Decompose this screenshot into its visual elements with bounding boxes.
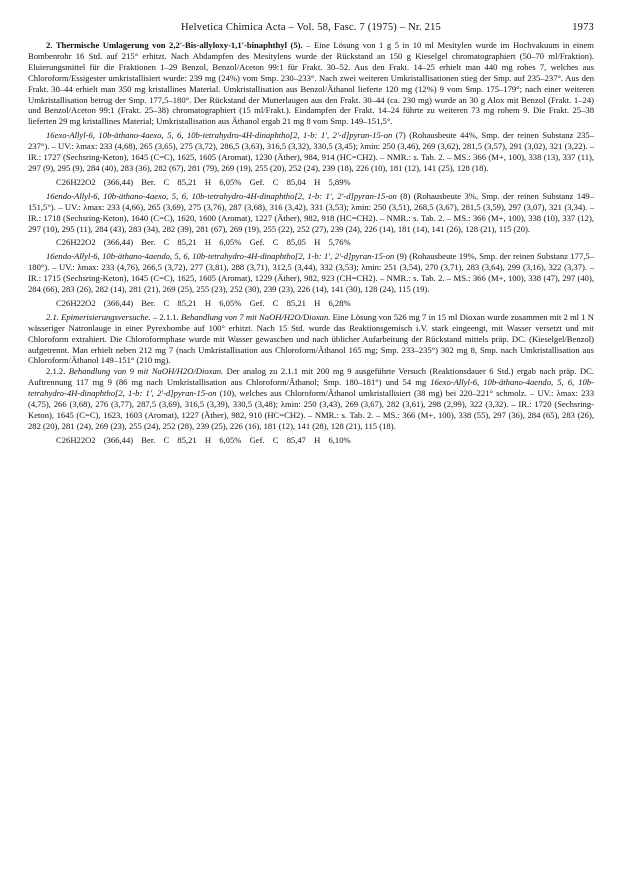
elemental-analysis-8: C26H22O2 (366,44) Ber. C 85,21 H 6,05% Gef. C 85,05 H 5,76%	[56, 237, 351, 248]
subsection-number: 2.1.2.	[46, 366, 69, 377]
compound-name: 16endo-Allyl-6, 10b-äthano-4aexo, 5, 6, 10b-tetrahydro-4H-dinaphtho[2, 1-b: 1', 2'-d]pyran-15-on	[46, 190, 397, 201]
compound-name: 16endo-Allyl-6, 10b-äthano-4aendo, 5, 6, 10b-tetrahydro-4H-dinaphtho[2, 1-b: 1', 2'-d]pyran-15-on	[46, 251, 395, 262]
article-body	[28, 40, 594, 446]
paragraph-epimerization	[28, 312, 594, 367]
paragraph-text: – Eine Lösung von 1 g 5 in 10 ml Mesitylen wurde im Hochvakuum in einem Bombenrohr 16 Std. auf 215° erhitzt. Nach Abdampfen des Mesitylens wurde der Rückstand an 150 g Kieselgel chromatographiert (50–70 ml/Fraktion). Eluierungsmittel für die Fraktionen 1–29 Benzol, Benzol/Aceton 99:1 für Frakt. 30–52. Aus den Frakt. 14–25 erhielt man 440 mg rohes 7, welches aus Chloroform/Essigester umkristallisiert wurde: 239 mg (24%) vom Smp. 230–233°. Nach zwei weiteren Umkristallisationen stieg der Smp. auf 235–237°. Aus den Frakt. 30–44 erhielt man 350 mg kristallines Material. Umkristallisation aus Benzol/Äthanol lieferte 120 mg (12%) 9 vom Smp. 175–179°; nach einer weiteren Umkristallisation betrug der Smp. 177,5–180°. Der Rückstand der Mutterlaugen aus den Frakt. 30–44 (ca. 230 mg) wurde an 30 g Alox mit Benzol (Frakt. 1–24) und Benzol/Aceton 99:1 (Frakt. 25–38) chromatographiert (15 ml/Frakt.). Eindampfen der Frakt. 14–24 führte zu weiteren 73 mg rohem 9. Die Frakt. 25–38 lieferten 29 mg kristallines Material; Umkristallisation aus Äthanol ergab 21 mg 8 vom Smp. 149–151,5°.	[28, 40, 594, 127]
paragraph-thermal-rearrangement	[28, 40, 594, 127]
compound-name: 16exo-Allyl-6, 10b-äthano-4aexo, 5, 6, 10b-tetrahydro-4H-dinaphtho[2, 1-b: 1', 2'-d]pyran-15-on	[46, 130, 393, 141]
section-heading: 2. Thermische Umlagerung von 2,2'-Bis-allyloxy-1,1'-binaphthyl (5).	[46, 40, 303, 50]
journal-page	[28, 22, 594, 449]
paragraph-text: Eine Lösung von 526 mg 7 in 15 ml Dioxan wurde zusammen mit 2 ml 1 N wässeriger Natronlauge in einer Pyrexbombe auf 100° erhitzt. Nach 15 Std. wurde das Reaktionsgemisch i.V. stark eingeengt, mit Wasser versetzt und mit Chloroform extrahiert. Die Chloroformphase wurde mit Wasser gewaschen und nach üblicher Aufarbeitung der Rückstand mittels präp. DC. (Kieselgel/Benzol) aufgetrennt. Man erhielt neben 212 mg 7 (nach Umkristallisation aus Chloroform/Äthanol 165 mg; Smp. 233–235°) 302 mg 8, Smp. nach Umkristallisation aus Chloroform/Äthanol 149–151° (210 mg).	[28, 311, 595, 366]
page-number: 1973	[572, 22, 594, 33]
running-header	[28, 22, 594, 40]
paragraph-treatment-9	[28, 366, 594, 431]
compound-name: 16exo-Allyl-6, 10b-äthano-4aendo, 5, 6, 10b-tetrahydro-4H-dinaphtho[2, 1-b: 1', 2'-d]pyran-15-on	[28, 377, 594, 399]
paragraph-text: (9) (Rohausbeute 19%, Smp. der reinen Substanz 177,5–180°). – UV.: λmax: 233 (4,76), 266,5 (3,72), 277 (3,81), 288 (3,71), 312,5 (3,44), 332 (3,53); λmin: 251 (3,54), 270 (3,71), 283 (3,64), 299 (3,16), 322 (3,37). – IR.: 1715 (Sechsring-Keton), 1645 (C=C), 1625, 1605 (Aromat), 1229 (Äther), 982, 923 (CH=CH2). – NMR.: s. Tab. 2. – MS.: 366 (M+, 100), 338 (47), 297 (40), 284 (66), 283 (26), 282 (14), 281 (21), 269 (25), 255 (23), 252 (30), 239 (23), 226 (14), 141 (30), 128 (24), 115 (19).	[28, 251, 594, 295]
section-heading: 2.1. Epimerisierungsversuche.	[46, 311, 151, 322]
paragraph-compound-9	[28, 251, 594, 295]
paragraph-compound-7	[28, 130, 594, 174]
elemental-analysis-9: C26H22O2 (366,44) Ber. C 85,21 H 6,05% Gef. C 85,21 H 6,28%	[56, 297, 351, 308]
subsection-heading: Behandlung von 7 mit NaOH/H2O/Dioxan.	[180, 311, 331, 322]
elemental-analysis-10: C26H22O2 (366,44) Ber. C 85,21 H 6,05% Gef. C 85,47 H 6,10%	[56, 434, 351, 445]
journal-citation: Helvetica Chimica Acta – Vol. 58, Fasc. 7 (1975) – Nr. 215	[181, 22, 441, 33]
subsection-number: – 2.1.1.	[150, 311, 181, 322]
elemental-analysis-7: C26H22O2 (366,44) Ber. C 85,21 H 6,05% Gef. C 85,04 H 5,89%	[56, 176, 351, 187]
subsection-heading: Behandlung von 9 mit NaOH/H2O/Dioxan.	[68, 366, 224, 377]
paragraph-text: (7) (Rohausbeute 44%, Smp. der reinen Substanz 235–237°). – UV.: λmax: 233 (4,68), 265 (3,65), 275 (3,72), 286,5 (3,63), 316,5 (3,32), 330,5 (3,45); λmin: 250 (3,46), 269 (3,62), 281,5 (3,57), 291 (3,02), 321 (3,22). – IR.: 1727 (Sechsring-Keton), 1645 (C=C), 1625, 1605 (Aromat), 1230 (Äther), 984, 914 (HC=CH2). – NMR.: s. Tab. 2. – MS.: 366 (M+, 100), 338 (13), 337 (11), 297 (9), 295 (9), 284 (40), 283 (36), 282 (67), 281 (79), 269 (19), 255 (20), 252 (24), 239 (18), 226 (10), 181 (12), 141 (25), 128 (18).	[28, 130, 595, 173]
paragraph-text: (8) (Rohausbeute 3%, Smp. der reinen Substanz 149–151,5°). – UV.: λmax: 233 (4,66), 265 (3,69), 275 (3,76), 287 (3,68), 316 (3,42), 331 (3,53); λmin: 250 (3,51), 268,5 (3,67), 281,5 (3,59), 297 (3,07), 321 (3,34). – IR.: 1718 (Sechsring-Keton), 1640 (C=C), 1620, 1600 (Aromat), 1227 (Äther), 982, 918 (HC=CH2). – NMR.: s. Tab. 2. – MS.: 366 (M+, 100), 338 (10), 337 (12), 297 (10), 295 (11), 284 (43), 283 (34), 282 (39), 281 (67), 269 (19), 255 (22), 252 (27), 239 (24), 226 (14), 181 (14), 141 (26), 128 (21), 115 (20).	[28, 190, 595, 234]
paragraph-text: Der analog zu 2.1.1 mit 200 mg 9 ausgeführte Versuch (Reaktionsdauer 6 Std.) ergab nach präp. DC. Auftrennung 117 mg 9 (86 mg nach Umkristallisation aus Chloroform/Äthanol; Smp. 180–181°) und 54 mg	[28, 366, 594, 388]
paragraph-compound-8	[28, 191, 594, 235]
paragraph-text: (10), welches aus Chloroform/Äthanol umkristallisiert (38 mg) bei 220–221° schmolz. – UV.: λmax: 233 (4,75), 266 (3,68), 276 (3,77), 287,5 (3,69), 316,5 (3,39), 330,5 (3,48); λmin: 250 (3,43), 269 (3,67), 282 (3,61), 298 (2,99), 322 (3,32). – IR.: 1720 (Sechsring-Keton), 1645 (C=C), 1623, 1603 (Aromat), 1227 (Äther), 982, 910 (HC=CH2). – NMR.: s. Tab. 2. – MS.: 366 (M+, 100), 338 (55), 297 (36), 284 (65), 283 (26), 282 (20), 281 (24), 269 (23), 255 (24), 252 (28), 239 (25), 226 (16), 181 (12), 141 (28), 128 (21), 115 (18).	[28, 388, 594, 431]
